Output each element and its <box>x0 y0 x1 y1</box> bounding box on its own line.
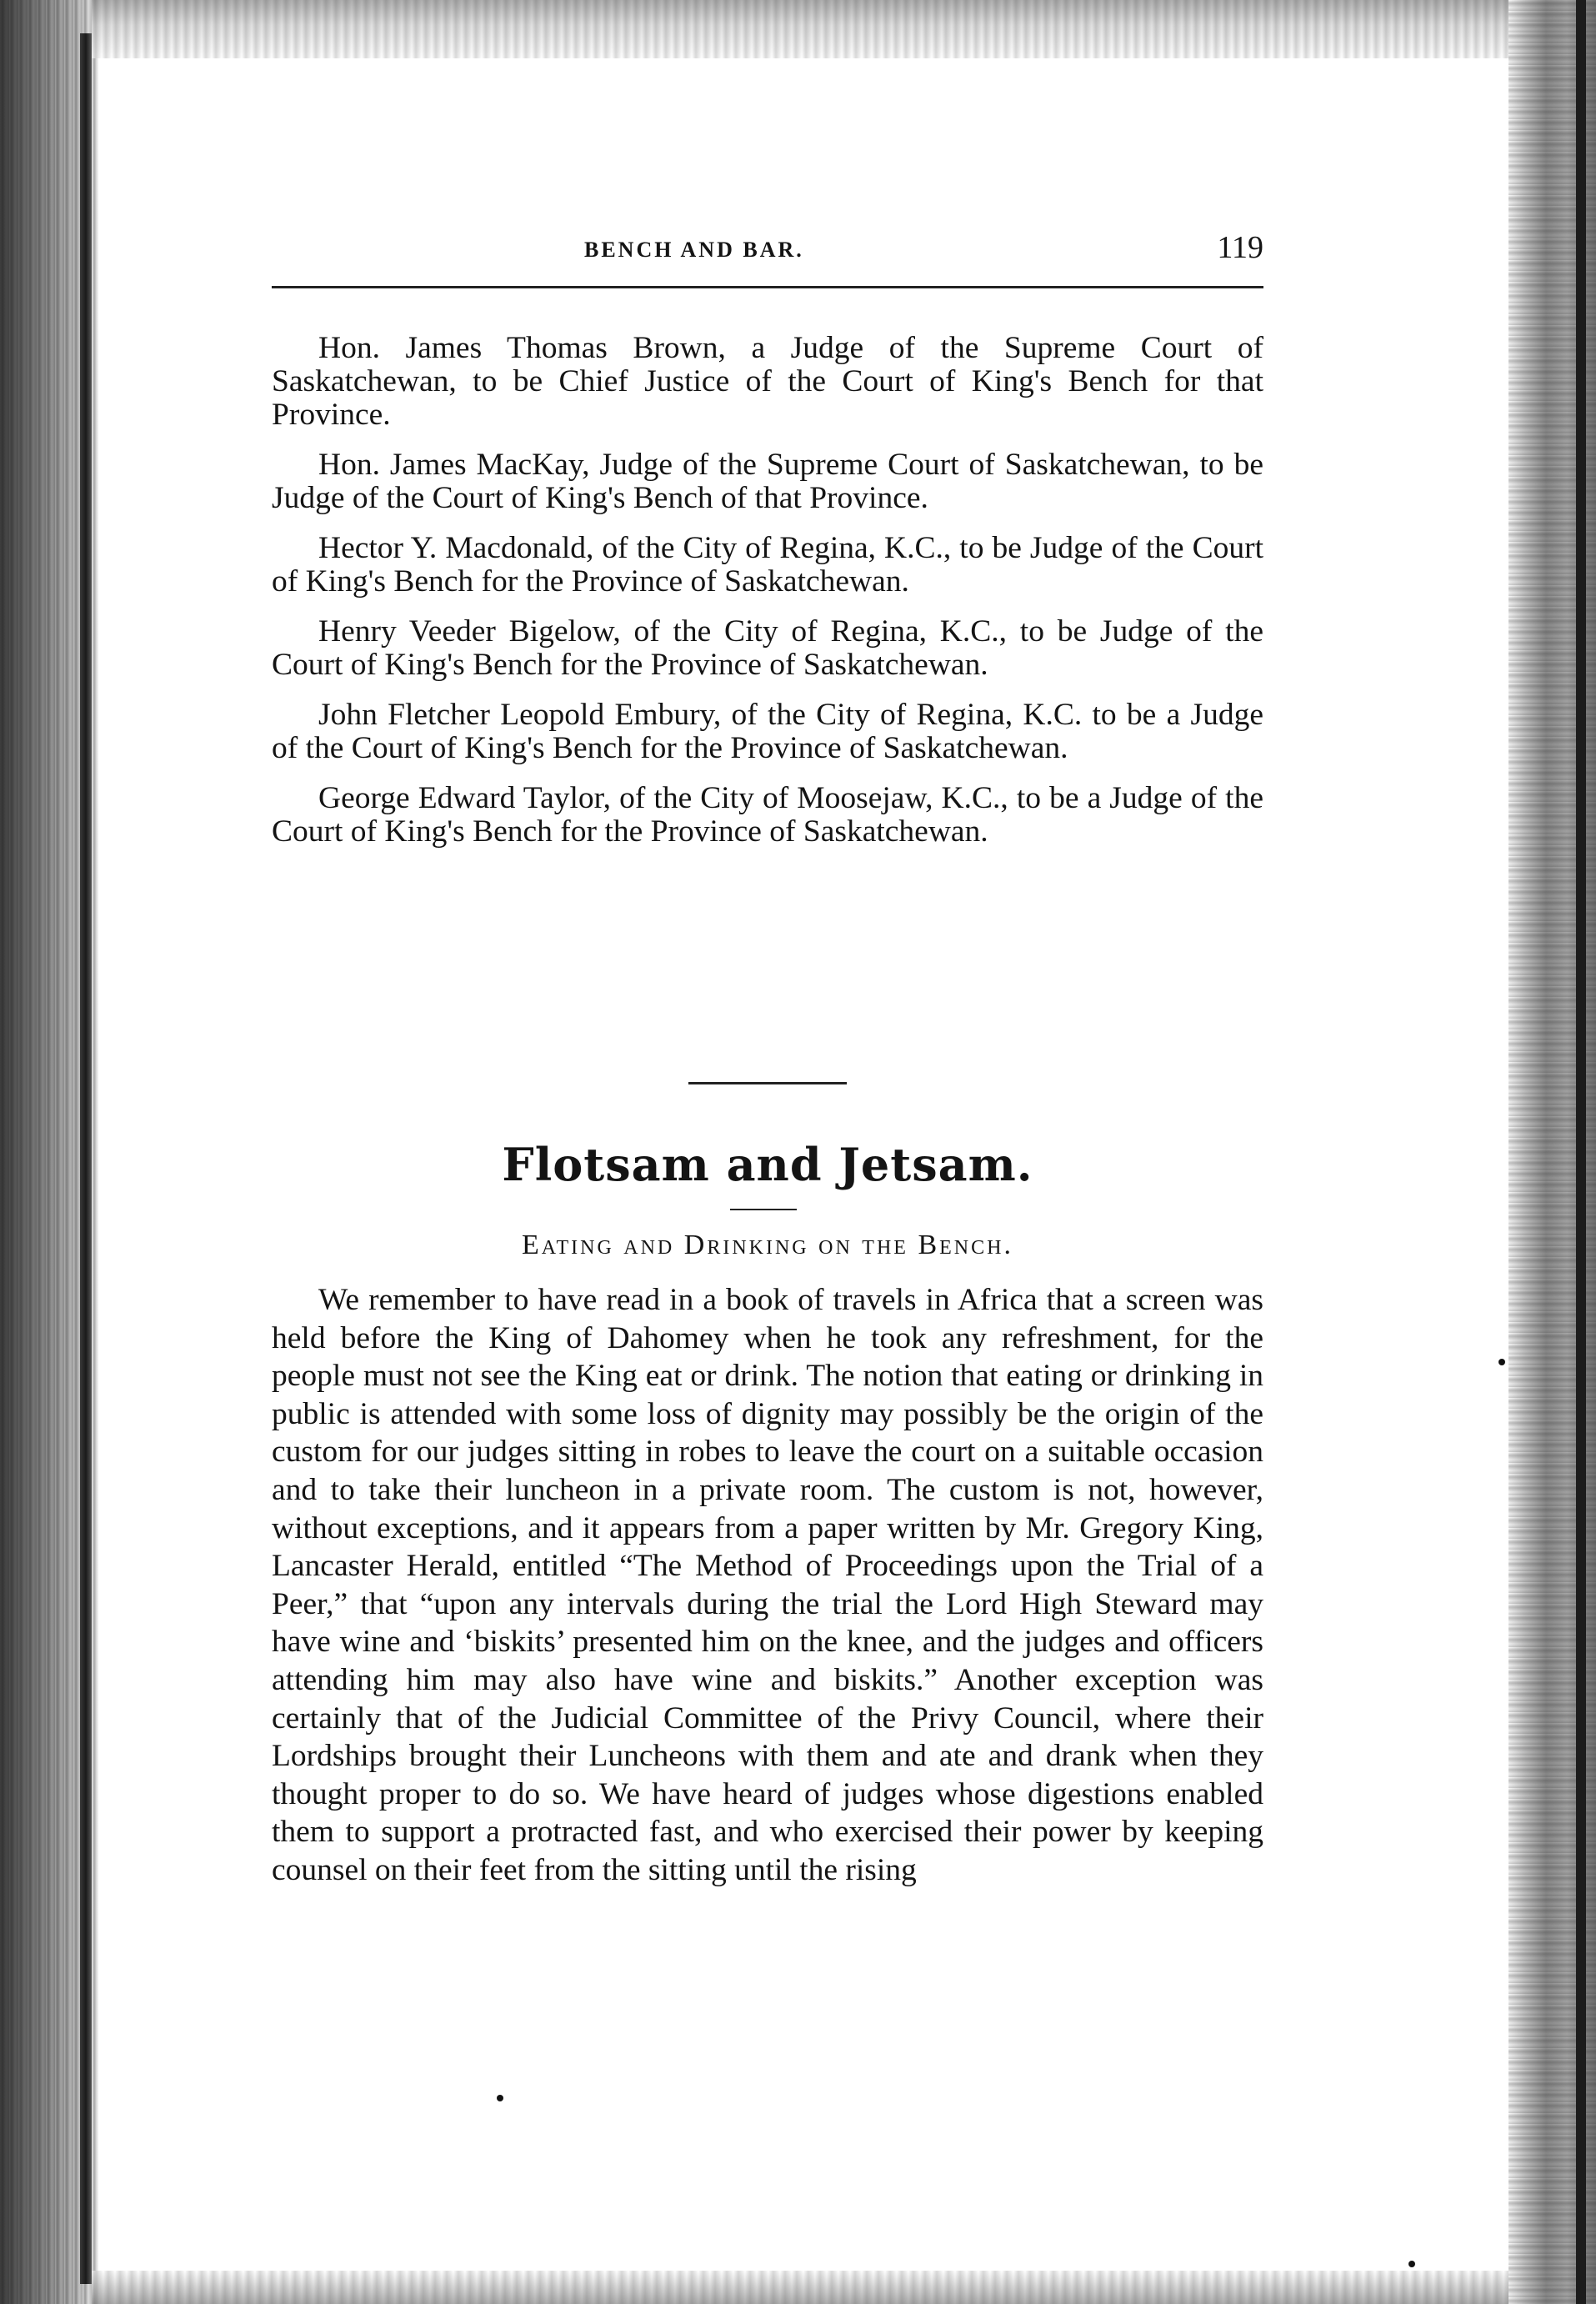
article-subheading: Eating and Drinking on the Bench. <box>522 1230 1013 1260</box>
page-number: 119 <box>1217 230 1263 265</box>
scan-bottom-edge <box>92 2271 1508 2304</box>
binding-shadow <box>80 33 92 2284</box>
running-head <box>272 229 1263 274</box>
ink-speck <box>1498 1359 1505 1365</box>
appointment-entry: George Edward Taylor, of the City of Moosejaw, K.C., to be a Judge of the Court of King's Bench for the Province of Saskatchewan. <box>272 781 1263 849</box>
section-divider <box>688 1082 847 1084</box>
article-paragraph: We remember to have read in a book of travels in Africa that a screen was held before the King of Dahomey when he took any refreshment, for the people must not see the King eat or drink. The notion that eating or drinking in public is attended with some loss of dignity may possibly be the origin of the custom for our judges sitting in robes to leave the court on a suitable occasion and to take their luncheon in a private room. The custom is not, however, without exceptions, and it appears from a paper written by Mr. Gregory King, Lancaster Herald, entitled “The Method of Proceedings upon the Trial of a Peer,” that “upon any intervals during the trial the Lord High Steward may have wine and ‘biskits’ presented him on the knee, and the judges and officers attending him may also have wine and biskits.” Another exception was certainly that of the Judicial Committee of the Privy Council, where their Lordships brought their Luncheons with them and ate and drank when they thought proper to do so. We have heard of judges whose digestions enabled them to support a protracted fast, and who exercised their power by keeping counsel on their feet from the sitting until the rising <box>272 1283 1263 1887</box>
ink-speck <box>1408 2261 1415 2267</box>
scan-top-edge <box>92 0 1508 58</box>
running-title: BENCH AND BAR. <box>584 238 804 262</box>
appointment-entry: Hector Y. Macdonald, of the City of Regina, K.C., to be Judge of the Court of King's Bench for the Province of Saskatchewan. <box>272 531 1263 599</box>
scan-right-border <box>1576 0 1586 2304</box>
appointment-entry: Henry Veeder Bigelow, of the City of Regina, K.C., to be Judge of the Court of King's Bench for the Province of Saskatchewan. <box>272 614 1263 682</box>
appointment-entry: Hon. James Thomas Brown, a Judge of the Supreme Court of Saskatchewan, to be Chief Justice of the Court of King's Bench for that Province. <box>272 331 1263 432</box>
appointments-list <box>272 332 1263 865</box>
article-body <box>272 1281 1263 1890</box>
section-title: Flotsam and Jetsam. <box>502 1138 1033 1191</box>
book-page <box>272 229 1263 1887</box>
appointment-entry: Hon. James MacKay, Judge of the Supreme Court of Saskatchewan, to be Judge of the Court of King's Bench of that Province. <box>272 448 1263 515</box>
ink-speck <box>497 2095 503 2101</box>
appointment-entry: John Fletcher Leopold Embury, of the City of Regina, K.C. to be a Judge of the Court of King's Bench for the Province of Saskatchewan. <box>272 698 1263 765</box>
title-rule <box>730 1209 797 1210</box>
header-rule <box>272 286 1263 288</box>
